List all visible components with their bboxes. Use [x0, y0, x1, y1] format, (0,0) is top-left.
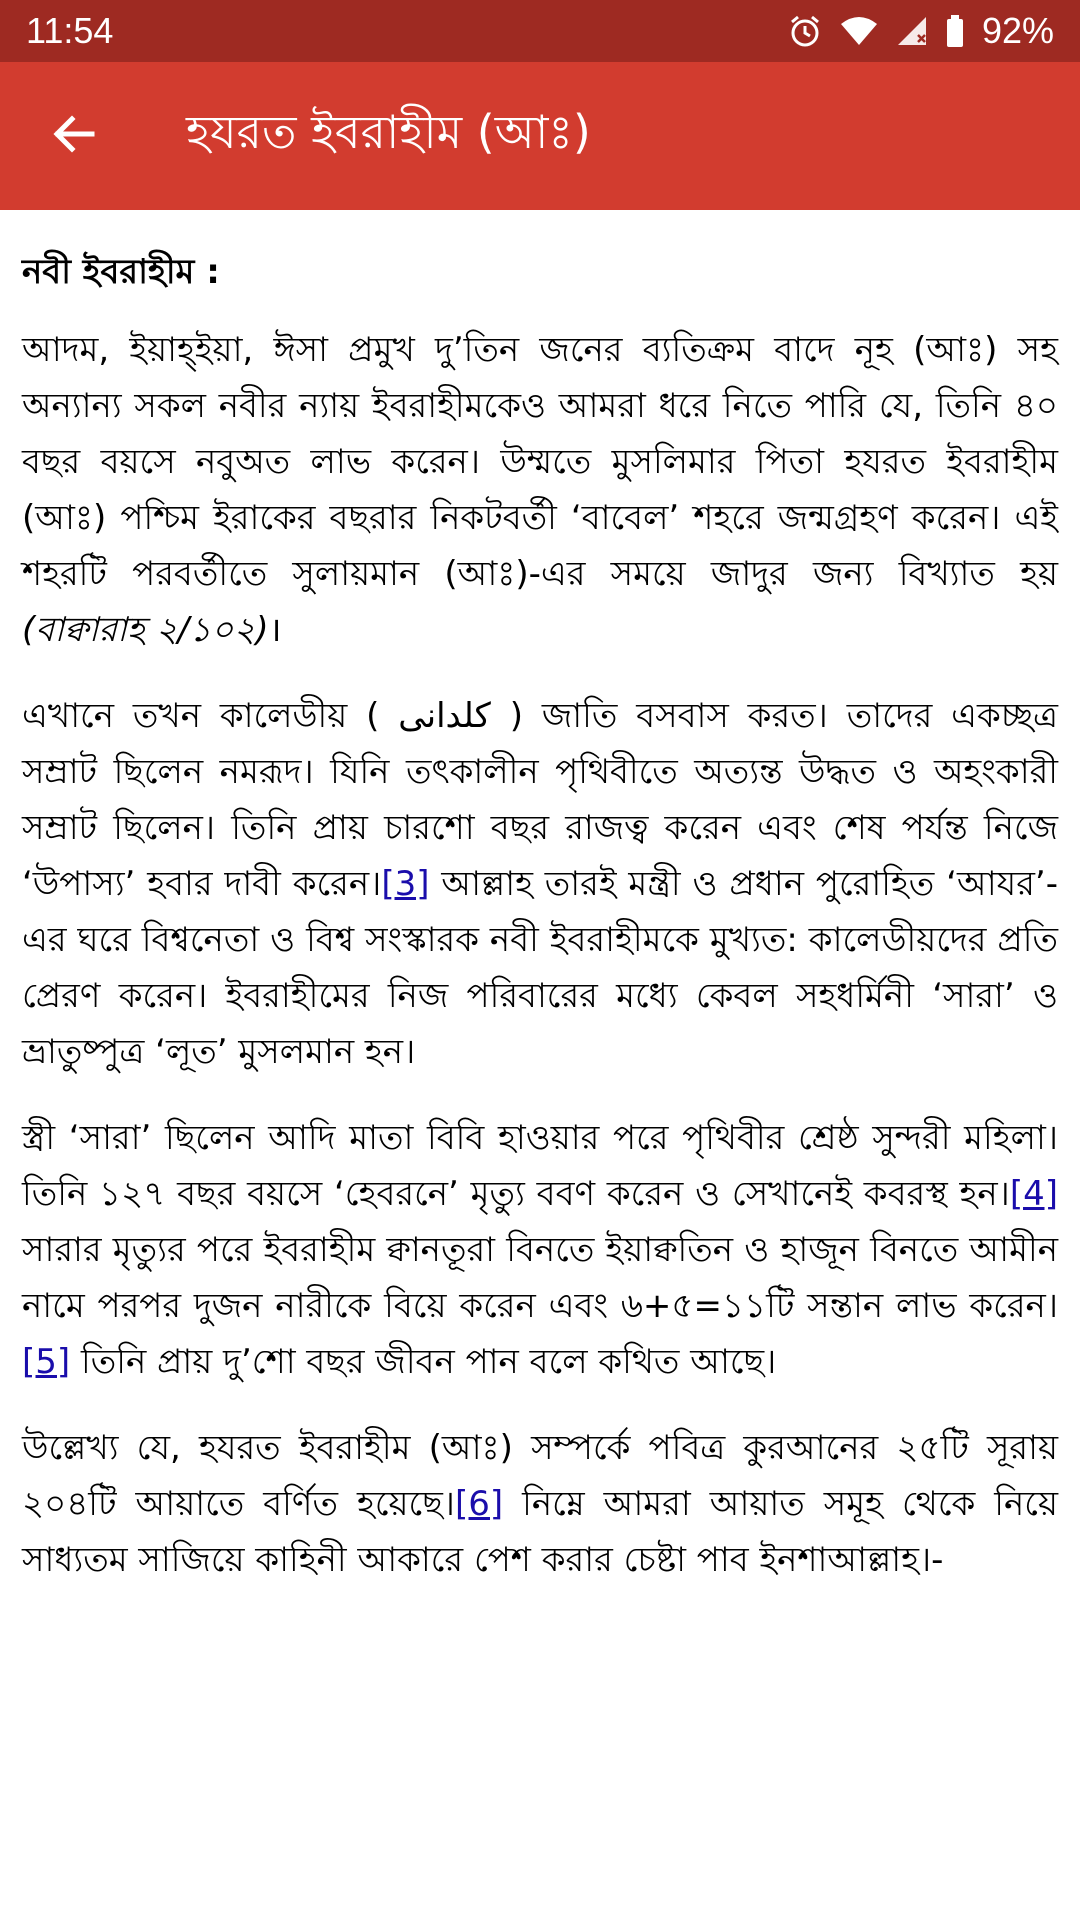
status-icons [788, 10, 1054, 52]
status-bar [0, 0, 1080, 62]
alarm-icon [788, 14, 822, 48]
paragraph-2-text-b: আল্লাহ তারই মন্ত্রী ও প্রধান পুরোহিত ‘আযর’-এর ঘরে বিশ্বনেতা ও বিশ্ব সংস্কারক নবী ইবরাহীমকে মুখ্যত: কালেডীয়দের প্রতি প্রেরণ করেন। ইবরাহীমের নিজ পরিবারের মধ্যে কেবল সহধর্মিনী ‘সারা’ ও ভ্রাতুষ্পুত্র ‘লূত’ মুসলমান হন। [22, 864, 1058, 1072]
footnote-link-6[interactable]: [6] [454, 1484, 504, 1524]
paragraph-3-text-b: সারার মৃত্যুর পরে ইবরাহীম ক্বানতূরা বিনতে ইয়াক্বতিন ও হাজূন বিনতে আমীন নামে পরপর দুজন নারীকে বিয়ে করেন এবং ৬+৫=১১টি সন্তান লাভ করেন। [22, 1230, 1058, 1326]
footnote-link-3[interactable]: [3] [381, 864, 430, 904]
battery-percent: 92% [981, 10, 1054, 51]
footnote-link-5[interactable]: [5] [22, 1342, 71, 1382]
signal-icon [896, 15, 928, 47]
paragraph-1-end: । [268, 610, 282, 650]
footnote-link-4[interactable]: [4] [1009, 1174, 1058, 1214]
paragraph-4-text-a: উল্লেখ্য যে, হযরত ইবরাহীম (আঃ) সম্পর্কে পবিত্র কুরআনের ২৫টি সূরায় ২০৪টি আয়াতে বর্ণিত হয়েছে। [22, 1428, 1058, 1524]
article-content[interactable] [0, 210, 1080, 1920]
paragraph-4-text-b: নিম্নে আমরা আয়াত সমূহ থেকে নিয়ে সাধ্যতম সাজিয়ে কাহিনী আকারে পেশ করার চেষ্টা পাব ইনশাআল্লাহ।- [22, 1484, 1058, 1580]
battery-icon [946, 15, 964, 47]
wifi-icon [840, 16, 878, 46]
app-bar [0, 62, 1080, 210]
status-time: 11:54 [26, 10, 114, 51]
arrow-back-icon [52, 112, 96, 160]
paragraph-4 [22, 1420, 1058, 1588]
quran-citation: (বাক্বারাহ ২/১০২) [22, 610, 269, 650]
paragraph-1 [22, 322, 1058, 658]
back-button[interactable] [0, 62, 148, 210]
paragraph-2-text-a: এখানে তখন কালেডীয় ( كلدانى ) জাতি বসবাস করত। তাদের একচ্ছত্র সম্রাট ছিলেন নমরূদ। যিনি তৎকালীন পৃথিবীতে অত্যন্ত উদ্ধত ও অহংকারী সম্রাট ছিলেন। তিনি প্রায় চারশো বছর রাজত্ব করেন এবং শেষ পর্যন্ত নিজে ‘উপাস্য’ হবার দাবী করেন। [22, 696, 1058, 904]
paragraph-3 [22, 1110, 1058, 1390]
paragraph-2 [22, 688, 1058, 1080]
page-title: হযরত ইবরাহীম (আঃ) [186, 105, 591, 159]
section-heading: নবী ইবরাহীম : [22, 252, 220, 292]
paragraph-3-text-c: তিনি প্রায় দু’শো বছর জীবন পান বলে কথিত আছে। [70, 1342, 777, 1382]
paragraph-1-text: আদম, ইয়াহ্‌ইয়া, ঈসা প্রমুখ দু’তিন জনের ব্যতিক্রম বাদে নূহ (আঃ) সহ অন্যান্য সকল নবীর ন্যায় ইবরাহীমকেও আমরা ধরে নিতে পারি যে, তিনি ৪০ বছর বয়সে নবুঅত লাভ করেন। উম্মতে মুসলিমার পিতা হযরত ইবরাহীম (আঃ) পশ্চিম ইরাকের বছরার নিকটবর্তী ‘বাবেল’ শহরে জন্মগ্রহণ করেন। এই শহরটি পরবর্তীতে সুলায়মান (আঃ)-এর সময়ে জাদুর জন্য বিখ্যাত হয় [22, 330, 1058, 594]
paragraph-3-text-a: স্ত্রী ‘সারা’ ছিলেন আদি মাতা বিবি হাওয়ার পরে পৃথিবীর শ্রেষ্ঠ সুন্দরী মহিলা। তিনি ১২৭ বছর বয়সে ‘হেবরনে’ মৃত্যু ববণ করেন ও সেখানেই কবরস্থ হন। [22, 1118, 1058, 1214]
